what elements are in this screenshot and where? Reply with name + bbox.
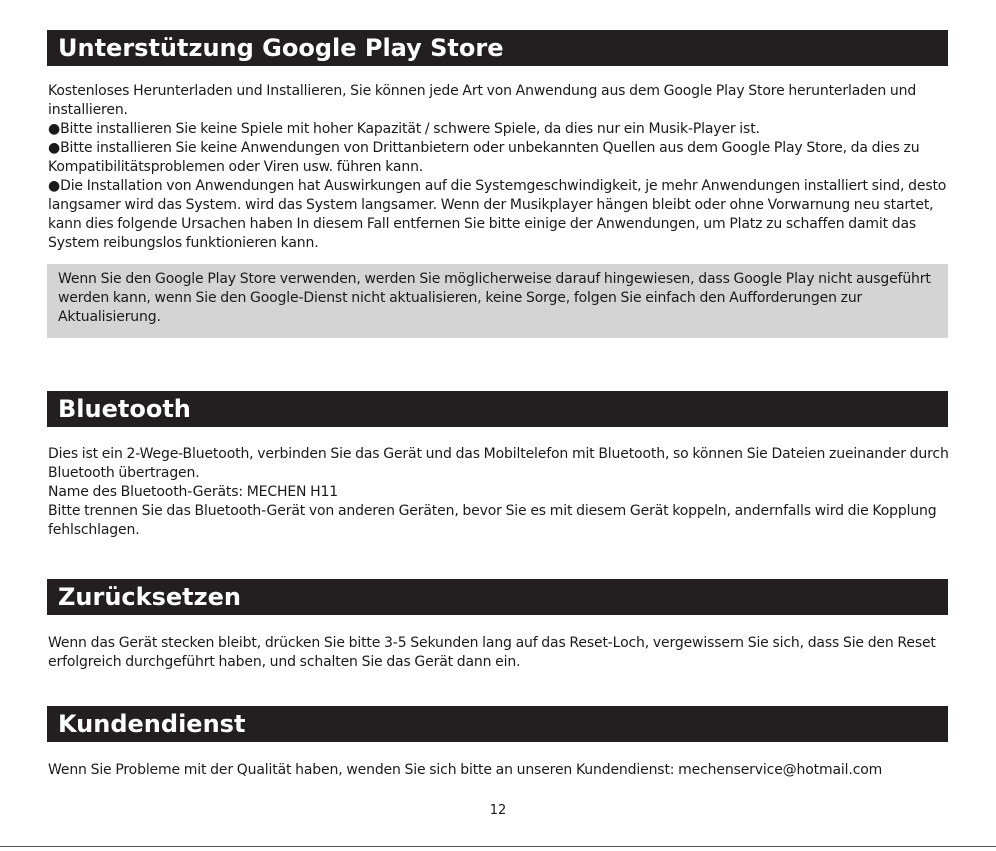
reset-heading: Zurücksetzen	[47, 579, 948, 615]
play-store-intro: Kostenloses Herunterladen und Installieren, Sie können jede Art von Anwendung aus dem Google Play Store herunterladen und installieren.	[48, 83, 917, 118]
support-contact: Wenn Sie Probleme mit der Qualität haben, wenden Sie sich bitte an unseren Kundendienst: mechenservice@hotmail.com	[48, 762, 883, 778]
play-store-bullet-speed: ●Die Installation von Anwendungen hat Auswirkungen auf die Systemgeschwindigkeit, je mehr Anwendungen installiert sind, desto langsamer wird das System. wird das System langsamer. Wenn der Musikplayer hängen bleibt oder ohne Vorwarnung neu startet, kann dies folgende Ursachen haben In diesem Fall entfernen Sie bitte einige der Anwendungen, um Platz zu schaffen damit das System reibungslos funktionieren kann.	[48, 178, 947, 251]
reset-instructions: Wenn das Gerät stecken bleibt, drücken Sie bitte 3-5 Sekunden lang auf das Reset-Loch, vergewissern Sie sich, dass Sie den Reset erfolgreich durchgeführt haben, und schalten Sie das Gerät dann ein.	[48, 635, 936, 670]
play-store-body	[48, 82, 958, 253]
bluetooth-heading: Bluetooth	[47, 391, 948, 427]
support-heading: Kundendienst	[47, 706, 948, 742]
bluetooth-device-name: Name des Bluetooth-Geräts: MECHEN H11	[48, 484, 339, 500]
bluetooth-pairing-note: Bitte trennen Sie das Bluetooth-Gerät von anderen Geräten, bevor Sie es mit diesem Gerät koppeln, andernfalls wird die Kopplung fehlschlagen.	[48, 503, 937, 538]
play-store-bullet-capacity: ●Bitte installieren Sie keine Spiele mit hoher Kapazität / schwere Spiele, da dies nur ein Musik-Player ist.	[48, 121, 760, 137]
bluetooth-description: Dies ist ein 2-Wege-Bluetooth, verbinden Sie das Gerät und das Mobiltelefon mit Bluetooth, so können Sie Dateien zueinander durch Bluetooth übertragen.	[48, 446, 949, 481]
bottom-divider	[0, 846, 996, 847]
reset-body	[48, 634, 958, 672]
bluetooth-body	[48, 445, 958, 540]
play-store-notice-box: Wenn Sie den Google Play Store verwenden, werden Sie möglicherweise darauf hingewiesen, dass Google Play nicht ausgeführt werden kann, wenn Sie den Google-Dienst nicht aktualisieren, keine Sorge, folgen Sie einfach den Aufforderungen zur Aktualisierung.	[47, 264, 948, 338]
play-store-heading: Unterstützung Google Play Store	[47, 30, 948, 66]
page-number: 12	[489, 803, 507, 818]
play-store-bullet-third-party: ●Bitte installieren Sie keine Anwendungen von Drittanbietern oder unbekannten Quellen aus dem Google Play Store, da dies zu Kompatibilitätsproblemen oder Viren usw. führen kann.	[48, 140, 920, 175]
support-body	[48, 761, 958, 780]
